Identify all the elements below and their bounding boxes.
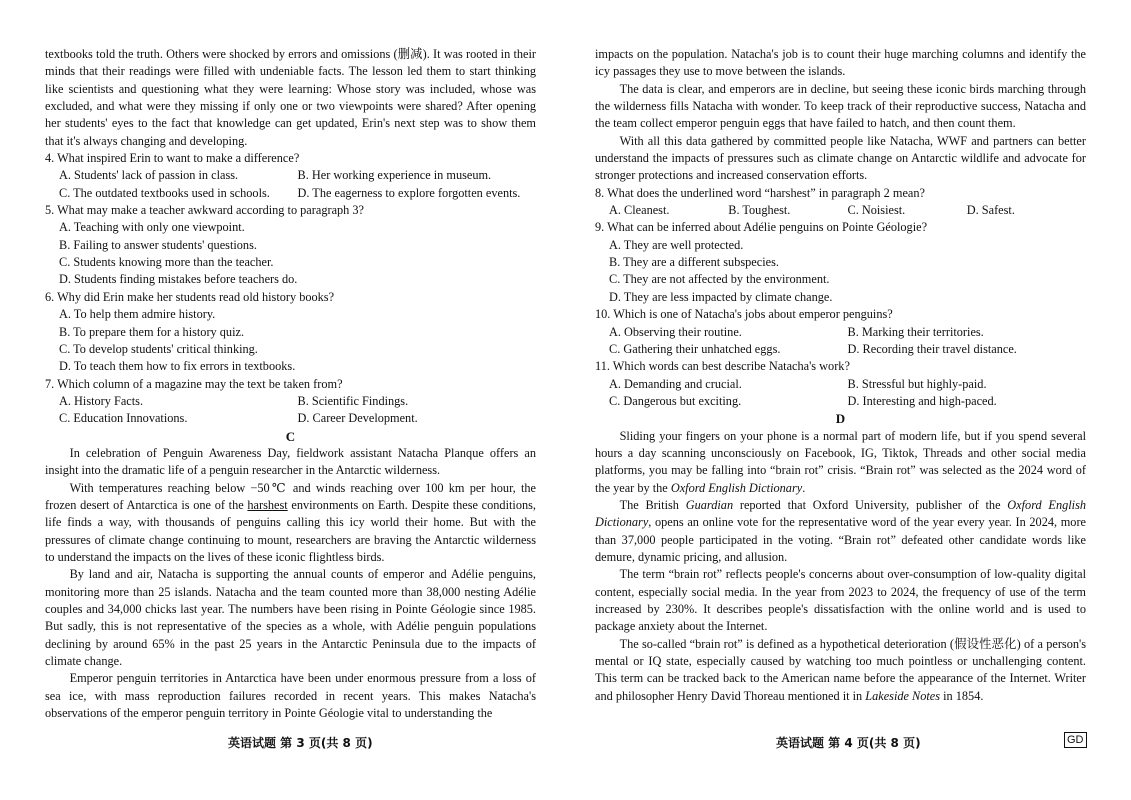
passage-d-paragraph-2: The British Guardian reported that Oxford University, publisher of the Oxford English Dictionary, opens an online vote for the representative word of the year every year. In 2024, more than 37,000 people participated in the voting. “Brain rot” defeated other candidate words like demure, dynamic pricing, and allusion. (595, 497, 1087, 564)
passage-d-paragraph-3: The term “brain rot” reflects people's concerns about over-consumption of low-quality digital content, especially social media. In the year from 2023 to 2024, the frequency of use of the term increased by 230%. It describes people's dissatisfaction with the online world and is used to package anxiety about the Internet. (595, 567, 1086, 634)
passage-c-paragraph-2: With temperatures reaching below −50℃ and winds reaching over 100 km per hour, the frozen desert of Antarctica is one of the harshest environments on Earth. Despite these conditions, life finds a way, with thousands of penguins calling this icy world their home. But with the pressures of climate change continuing to mount, researchers are braving the Antarctic wilderness to understand the impacts on the lives of these iconic flightless birds. (45, 480, 536, 564)
option-a: A. History Facts. (59, 393, 144, 408)
option-c: C. To develop students' critical thinking. (59, 341, 258, 356)
option-b: B. They are a different subspecies. (609, 255, 779, 270)
question-stem: 6. Why did Erin make her students read old history books? (45, 289, 335, 304)
passage-d-paragraph-4: The so-called “brain rot” is defined as a hypothetical deterioration (假设性恶化) of a person's mental or IQ state, especially caused by watching too much pointless or unchallenging content. This term can be tracked back to the American name before the appearance of the Internet. Writer and philosopher Henry David Thoreau mentioned it in Lakeside Notes in 1854. (595, 636, 1086, 703)
question-stem: 11. Which words can best describe Natacha's work? (595, 359, 850, 374)
option-c: C. Education Innovations. (59, 411, 188, 426)
option-b: B. Failing to answer students' questions. (59, 237, 257, 252)
option-a: A. Teaching with only one viewpoint. (59, 220, 245, 235)
option-c: C. They are not affected by the environment. (609, 272, 830, 287)
italic-title: Oxford English Dictionary (670, 480, 803, 495)
section-d-heading: D (835, 411, 846, 427)
question-stem: 8. What does the underlined word “harshest” in paragraph 2 mean? (595, 185, 925, 200)
passage-c-paragraph-4: Emperor penguin territories in Antarctica have been under enormous pressure from a loss of sea ice, with mass reproduction failures recorded in recent years. This makes Natacha's observations of the emperor penguin territory in Pointe Géologie vital to understanding the (45, 671, 536, 721)
passage-c-paragraph-5: The data is clear, and emperors are in decline, but seeing these iconic birds marching through the wilderness fills Natacha with wonder. To keep track of their reproductive success, Natacha and the team collect emperor penguin eggs that have failed to hatch, and then count them. (595, 81, 1086, 131)
option-b: B. Marking their territories. (847, 324, 984, 339)
page-4-column (595, 46, 1086, 705)
option-d: D. Recording their travel distance. (847, 341, 1017, 356)
option-a: A. Demanding and crucial. (609, 376, 742, 391)
question-5 (45, 202, 536, 289)
option-c: C. Noisiest. (847, 203, 906, 218)
question-stem: 7. Which column of a magazine may the text be taken from? (45, 376, 343, 391)
page-4-footer: 英语试题 第 4 页(共 8 页) (776, 736, 921, 750)
passage-c-paragraph-1: In celebration of Penguin Awareness Day, fieldwork assistant Natacha Planque offers an insight into the dramatic life of a penguin researcher in the Antarctic wilderness. (45, 445, 536, 478)
page-3-footer: 英语试题 第 3 页(共 8 页) (228, 736, 373, 750)
option-a: A. To help them admire history. (59, 307, 216, 322)
option-d: D. Students finding mistakes before teachers do. (59, 272, 298, 287)
option-c: C. Students knowing more than the teacher. (59, 255, 274, 270)
question-stem: 10. Which is one of Natacha's jobs about emperor penguins? (595, 307, 893, 322)
option-c: C. Dangerous but exciting. (609, 393, 742, 408)
passage-c-paragraph-4-continued: impacts on the population. Natacha's job is to count their huge marching columns and identify the icy passages they use to move between the islands. (595, 47, 1086, 79)
option-c: C. Gathering their unhatched eggs. (609, 341, 781, 356)
option-a: A. Cleanest. (609, 203, 670, 218)
option-d: D. The eagerness to explore forgotten events. (297, 185, 521, 200)
option-b: B. Toughest. (728, 203, 791, 218)
option-c: C. The outdated textbooks used in schools. (59, 185, 270, 200)
option-d: D. Interesting and high-paced. (847, 393, 997, 408)
question-stem: 4. What inspired Erin to want to make a difference? (45, 151, 300, 166)
option-a: A. Students' lack of passion in class. (59, 168, 239, 183)
question-11 (595, 358, 1086, 410)
question-6 (45, 289, 536, 376)
option-b: B. Her working experience in museum. (297, 168, 492, 183)
option-a: A. Observing their routine. (609, 324, 742, 339)
option-b: B. Scientific Findings. (297, 393, 409, 408)
section-c-heading: C (285, 428, 296, 444)
question-stem: 9. What can be inferred about Adélie penguins on Pointe Géologie? (595, 220, 928, 235)
question-7 (45, 376, 536, 428)
question-stem: 5. What may make a teacher awkward according to paragraph 3? (45, 203, 364, 218)
page-3-column (45, 46, 536, 722)
passage-c-paragraph-6: With all this data gathered by committed people like Natacha, WWF and partners can better understand the impacts of pressures such as climate change on Antarctic wildlife and advocate for stronger protections and increased conservation efforts. (595, 133, 1086, 183)
passage-b-continued: textbooks told the truth. Others were shocked by errors and omissions (删减). It was rooted in their minds that their readings were filled with undeniable facts. The lesson led them to start thinking like scientists and questioning what they were learning: Whose story was included, whose was excluded, and what were they missing if only one or two viewpoints were shared? After opening her students' eyes to the fact that knowledge can get updated, Erin's next step was to show them that it's always changing and developing. (45, 47, 536, 148)
italic-title: Guardian (685, 497, 734, 512)
option-d: D. Career Development. (297, 411, 418, 426)
underlined-word: harshest (247, 497, 288, 512)
option-b: B. To prepare them for a history quiz. (59, 324, 245, 339)
option-d: D. Safest. (966, 203, 1015, 218)
question-10 (595, 306, 1086, 358)
option-d: D. They are less impacted by climate change. (609, 289, 833, 304)
italic-title: Lakeside Notes (865, 688, 941, 703)
passage-c-paragraph-3: By land and air, Natacha is supporting the annual counts of emperor and Adélie penguins, monitoring more than 25 islands. Natacha and the team counted more than 38,000 nesting Adélie couples and 34,000 chicks last year. The numbers have been rising in Pointe Géologie since 1985. But sadly, this is not representative of the species as a whole, with Adélie penguin populations declining by around 65% in the past 25 years in the Antarctic Peninsula due to the impacts of climate change. (45, 567, 536, 669)
option-b: B. Stressful but highly-paid. (847, 376, 987, 391)
question-8 (595, 185, 1086, 220)
option-d: D. To teach them how to fix errors in textbooks. (59, 359, 296, 374)
question-4 (45, 150, 536, 202)
question-9 (595, 219, 1086, 306)
italic-title: Oxford English Dictionary (595, 497, 1087, 530)
gd-badge: GD (1064, 732, 1087, 748)
option-a: A. They are well protected. (609, 237, 744, 252)
passage-d-paragraph-1: Sliding your fingers on your phone is a normal part of modern life, but if you spend several hours a day scanning unconsciously on Facebook, IG, Tiktok, Threads and other social media platforms, you may be falling into “brain rot” crisis. “Brain rot” was selected as the 2024 word of the year by the Oxford English Dictionary. (595, 428, 1086, 495)
